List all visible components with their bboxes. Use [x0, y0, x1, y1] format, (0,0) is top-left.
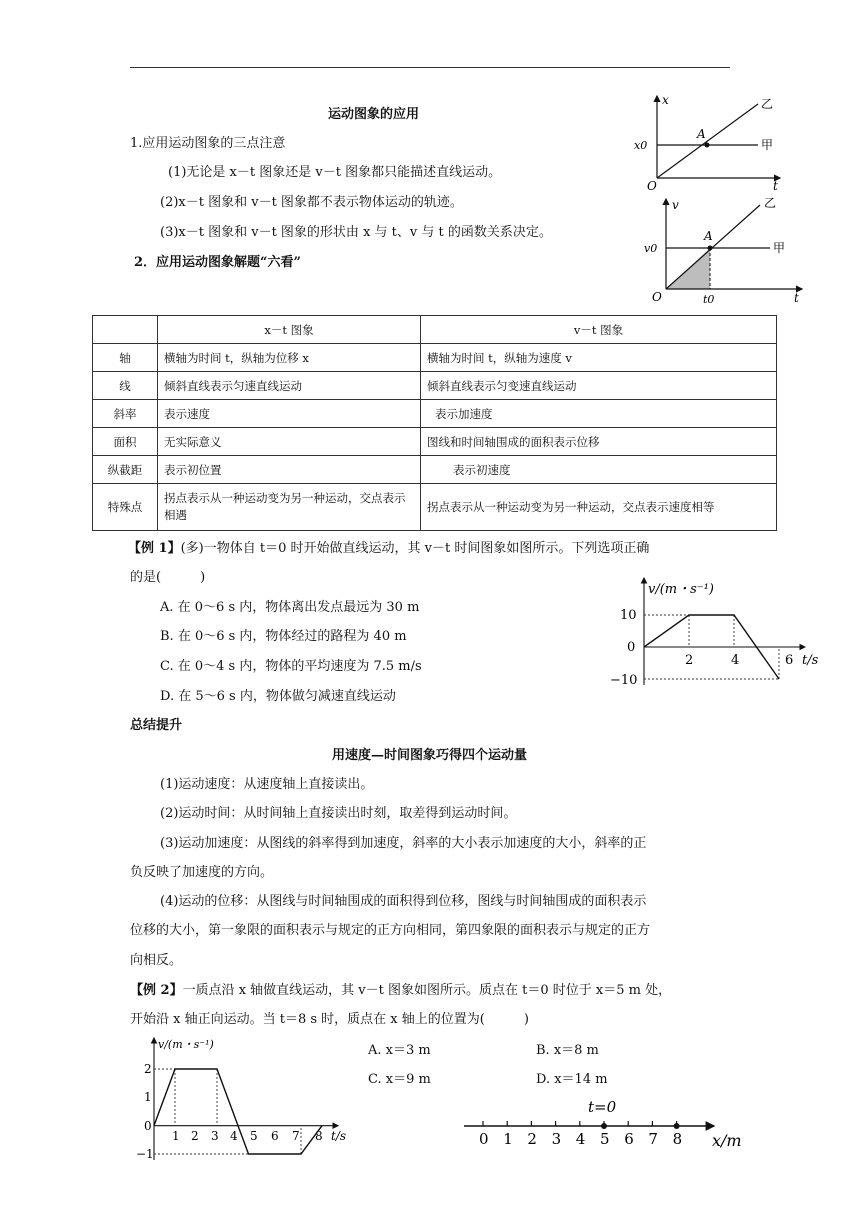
example1-option: A. 在 0～6 s 内，物体离出发点最远为 30 m	[160, 600, 420, 615]
example1-stem-line2: 的是( )	[130, 570, 206, 585]
x-number-line	[460, 1096, 760, 1152]
table-cell: 表示初速度	[421, 456, 777, 484]
chart1-x-tick: 2	[685, 653, 694, 668]
point-label: A	[697, 127, 706, 141]
point-a	[708, 246, 713, 251]
summary-item: (1)运动速度：从速度轴上直接读出。	[160, 777, 374, 792]
origin-label: O	[652, 290, 662, 304]
section-title: 运动图象的应用	[328, 107, 420, 122]
level-label: x0	[634, 139, 648, 152]
table-cell: 面积	[93, 428, 158, 456]
chart2-x-tick: 5	[250, 1129, 258, 1143]
example2-text: 一质点沿 x 轴做直线运动，其 v－t 图象如图所示。质点在 t＝0 时位于 x＝5 m 处，	[182, 983, 672, 998]
table-header-row	[93, 316, 777, 344]
table-row	[93, 400, 777, 428]
example1-stem	[128, 540, 649, 558]
chart2-y-tick: 2	[144, 1062, 152, 1076]
example2-option: C. x＝9 m	[368, 1072, 431, 1087]
chart1-y-tick: −10	[610, 673, 638, 688]
chart2-y-tick: 0	[144, 1119, 152, 1133]
chart2-y-tick: 1	[144, 1090, 152, 1104]
summary-item: (3)运动加速度：从图线的斜率得到加速度，斜率的大小表示加速度的大小，斜率的正	[160, 836, 647, 851]
number-line-tick-label: 2	[527, 1130, 537, 1148]
table-cell: 横轴为时间 t，纵轴为位移 x	[158, 344, 421, 372]
chart2-x-label: t/s	[331, 1129, 347, 1143]
table-header-cell: v－t 图象	[421, 316, 777, 344]
example1-option: B. 在 0～6 s 内，物体经过的路程为 40 m	[160, 629, 407, 644]
point2-heading: 2．应用运动图象解题“六看”	[134, 255, 302, 270]
chart2-x-tick: 7	[292, 1129, 300, 1143]
example1-label: 【例 1】	[128, 541, 181, 556]
x-axis-label: t	[773, 179, 778, 193]
table-row	[93, 456, 777, 484]
number-line-top-label: t=0	[588, 1098, 617, 1116]
example2-stem	[130, 982, 671, 1000]
table-cell: 线	[93, 372, 158, 400]
header-rule	[130, 67, 730, 68]
number-line-dot	[601, 1123, 607, 1129]
number-line-tick-label: 0	[479, 1130, 489, 1148]
chart2-x-tick: 2	[191, 1129, 199, 1143]
number-line-axis-label: x/m	[712, 1131, 742, 1150]
six-look-table	[92, 315, 777, 531]
summary-item: (2)运动时间：从时间轴上直接读出时刻，取差得到运动时间。	[160, 806, 517, 821]
chart1-y-label: v/(m・s⁻¹)	[648, 582, 714, 597]
point1-item: (3)x－t 图象和 v－t 图象的形状由 x 与 t、v 与 t 的函数关系决定。	[160, 225, 552, 240]
level-label: v0	[644, 242, 658, 255]
vt-diagram	[630, 193, 810, 308]
summary-heading: 总结提升	[130, 718, 183, 733]
chart1-x-label: t/s	[802, 653, 819, 668]
table-cell: 表示加速度	[421, 400, 777, 428]
table-cell: 横轴为时间 t，纵轴为速度 v	[421, 344, 777, 372]
chart2-x-tick: 6	[271, 1129, 279, 1143]
summary-item-cont: 向相反。	[130, 953, 183, 968]
example2-option: D. x＝14 m	[536, 1072, 608, 1087]
point-a	[705, 143, 710, 148]
table-cell: 倾斜直线表示匀变速直线运动	[421, 372, 777, 400]
number-line-dot	[674, 1123, 680, 1129]
table-cell: 轴	[93, 344, 158, 372]
number-line-tick-label: 6	[624, 1130, 634, 1148]
table-cell: 图线和时间轴围成的面积表示位移	[421, 428, 777, 456]
yi-label: 乙	[764, 196, 777, 210]
summary-item-cont: 位移的大小，第一象限的面积表示与规定的正方向相同，第四象限的面积表示与规定的正方	[130, 923, 651, 938]
number-line-tick-label: 8	[672, 1130, 683, 1148]
table-cell: 无实际意义	[158, 428, 421, 456]
summary-item-cont: 负反映了加速度的方向。	[130, 865, 274, 880]
y-axis-label: v	[672, 198, 679, 212]
table-row	[93, 428, 777, 456]
table-cell: 倾斜直线表示匀速直线运动	[158, 372, 421, 400]
example1-text: (多)一物体自 t＝0 时开始做直线运动，其 v－t 时间图象如图所示。下列选项正确	[180, 541, 650, 556]
table-cell: 纵截距	[93, 456, 158, 484]
table-row	[93, 372, 777, 400]
table-row	[93, 484, 777, 531]
point1-item: (2)x－t 图象和 v－t 图象都不表示物体运动的轨迹。	[160, 195, 463, 210]
point1-item: (1)无论是 x－t 图象还是 v－t 图象都只能描述直线运动。	[168, 165, 502, 180]
example1-option: D. 在 5～6 s 内，物体做匀减速直线运动	[160, 689, 396, 704]
chart2-y-tick: −1	[136, 1147, 154, 1161]
point1-heading: 1.应用运动图象的三点注意	[130, 136, 286, 151]
chart1-y-tick: 10	[620, 608, 637, 623]
chart1-x-tick: 6	[785, 653, 794, 668]
table-cell: 特殊点	[93, 484, 158, 531]
chart2-x-tick: 1	[172, 1129, 180, 1143]
time-label: t0	[703, 293, 715, 306]
jia-label: 甲	[761, 138, 774, 152]
table-row	[93, 344, 777, 372]
table-header-cell: x－t 图象	[158, 316, 421, 344]
chart1-x-tick: 4	[731, 653, 740, 668]
table-header-cell	[93, 316, 158, 344]
example2-label: 【例 2】	[130, 983, 183, 998]
chart1-y-tick: 0	[627, 640, 636, 655]
table-cell: 表示初位置	[158, 456, 421, 484]
example2-option: B. x＝8 m	[536, 1043, 599, 1058]
chart2-x-tick: 3	[211, 1129, 219, 1143]
x-axis-label: t	[794, 291, 799, 305]
origin-label: O	[647, 179, 657, 193]
number-line-tick-label: 7	[648, 1130, 658, 1148]
table-cell: 拐点表示从一种运动变为另一种运动，交点表示速度相等	[421, 484, 777, 531]
yi-label: 乙	[761, 97, 774, 111]
summary-item: (4)运动的位移：从图线与时间轴围成的面积得到位移，图线与时间轴围成的面积表示	[160, 894, 647, 909]
xt-diagram	[630, 88, 790, 193]
number-line-tick-label: 1	[503, 1130, 513, 1148]
y-axis-label: x	[662, 93, 669, 107]
table-cell: 斜率	[93, 400, 158, 428]
summary-title: 用速度—时间图象巧得四个运动量	[332, 748, 528, 763]
number-line-tick-label: 5	[600, 1130, 610, 1148]
table-cell: 拐点表示从一种运动变为另一种运动，交点表示相遇	[158, 484, 421, 531]
example2-option: A. x＝3 m	[368, 1043, 431, 1058]
point-label: A	[704, 229, 713, 243]
example2-vt-chart	[132, 1032, 372, 1172]
example1-vt-chart	[600, 560, 840, 695]
line-yi	[666, 205, 760, 289]
line-yi	[657, 104, 758, 178]
number-line-tick-label: 4	[575, 1130, 586, 1148]
table-cell: 表示速度	[158, 400, 421, 428]
chart2-y-label: v/(m・s⁻¹)	[158, 1038, 214, 1051]
example2-stem-line2: 开始沿 x 轴正向运动。当 t＝8 s 时，质点在 x 轴上的位置为( )	[130, 1012, 529, 1027]
chart2-x-tick: 4	[230, 1129, 238, 1143]
jia-label: 甲	[773, 241, 786, 255]
chart2-x-tick: 8	[315, 1129, 323, 1143]
number-line-tick-label: 3	[551, 1130, 562, 1148]
example1-option: C. 在 0～4 s 内，物体的平均速度为 7.5 m/s	[160, 659, 422, 674]
